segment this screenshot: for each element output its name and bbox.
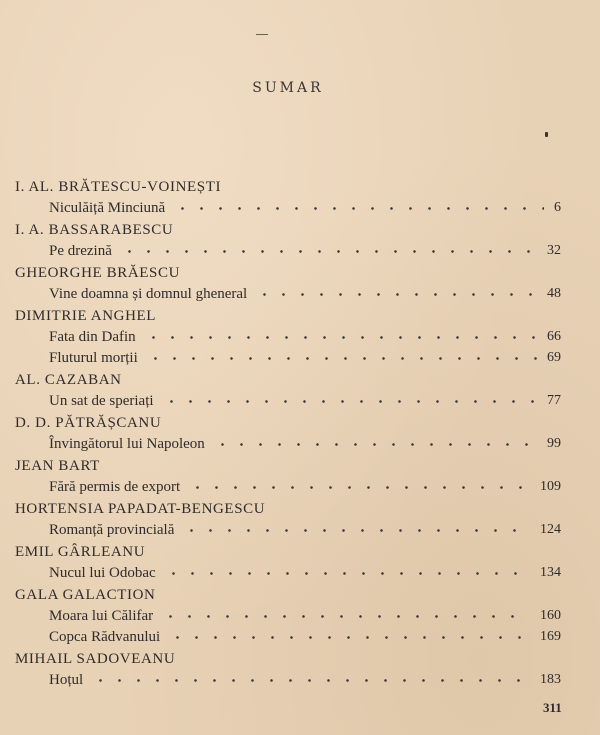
toc-entry-title: Fluturul morții xyxy=(49,350,138,366)
toc-entry xyxy=(15,434,575,454)
toc-entry-page: 48 xyxy=(547,286,561,301)
dot-leader xyxy=(120,250,537,253)
toc-entry xyxy=(15,348,575,368)
toc-entry xyxy=(15,198,575,218)
toc-entry-title: Un sat de speriați xyxy=(49,393,154,409)
toc-author: MIHAIL SADOVEANU xyxy=(15,651,176,667)
toc-entry-title: Învingătorul lui Napoleon xyxy=(49,436,205,452)
toc-author: D. D. PĂTRĂȘCANU xyxy=(15,415,162,431)
toc-entry-page: 99 xyxy=(547,436,561,451)
page-number: 311 xyxy=(543,700,562,715)
dot-leader xyxy=(182,529,530,532)
toc-entry-page: 183 xyxy=(540,672,561,687)
toc-entry-page: 160 xyxy=(540,608,561,623)
toc-entry-page: 77 xyxy=(547,393,561,408)
dot-leader xyxy=(173,207,544,210)
toc-entry-title: Niculăiță Minciună xyxy=(49,200,166,216)
toc-entry xyxy=(15,627,575,647)
toc-author: DIMITRIE ANGHEL xyxy=(15,308,157,324)
toc-entry xyxy=(15,670,575,690)
toc-author: HORTENSIA PAPADAT-BENGESCU xyxy=(15,501,266,517)
toc-author: GALA GALACTION xyxy=(15,587,156,603)
table-of-contents xyxy=(15,176,575,691)
toc-author: EMIL GÂRLEANU xyxy=(15,544,146,560)
toc-entry xyxy=(15,284,575,304)
toc-entry xyxy=(15,327,575,347)
toc-entry xyxy=(15,477,575,497)
toc-entry-page: 169 xyxy=(540,629,561,644)
toc-entry xyxy=(15,563,575,583)
toc-entry-title: Pe drezină xyxy=(49,243,112,259)
toc-author: JEAN BART xyxy=(15,458,100,474)
toc-entry-title: Fără permis de export xyxy=(49,479,181,495)
toc-entry-title: Romanță provincială xyxy=(49,522,175,538)
top-dash xyxy=(256,34,268,35)
toc-entry-page: 124 xyxy=(540,522,561,537)
toc-entry-page: 32 xyxy=(547,243,561,258)
toc-entry xyxy=(15,606,575,626)
dot-leader xyxy=(91,679,530,682)
dot-leader xyxy=(188,486,530,489)
toc-entry xyxy=(15,391,575,411)
dot-leader xyxy=(213,443,537,446)
toc-entry-page: 134 xyxy=(540,565,561,580)
toc-entry-page: 6 xyxy=(554,200,561,215)
dot-leader xyxy=(255,293,537,296)
dot-leader xyxy=(168,636,530,639)
toc-author: I. A. BASSARABESCU xyxy=(15,222,174,238)
toc-author: I. AL. BRĂTESCU-VOINEȘTI xyxy=(15,179,222,195)
toc-entry xyxy=(15,520,575,540)
dot-leader xyxy=(161,615,530,618)
toc-entry-title: Hoțul xyxy=(49,672,84,688)
toc-entry-page: 109 xyxy=(540,479,561,494)
toc-entry-title: Moara lui Călifar xyxy=(49,608,154,624)
page-title: SUMAR xyxy=(252,80,324,96)
dot-leader xyxy=(144,336,537,339)
toc-entry-title: Nucul lui Odobac xyxy=(49,565,156,581)
toc-entry-page: 66 xyxy=(547,329,561,344)
dot-leader xyxy=(162,400,537,403)
toc-author: GHEORGHE BRĂESCU xyxy=(15,265,181,281)
toc-entry-page: 69 xyxy=(547,350,561,365)
toc-entry-title: Fata din Dafin xyxy=(49,329,136,345)
toc-entry xyxy=(15,241,575,261)
ink-speck xyxy=(545,132,548,137)
dot-leader xyxy=(146,357,537,360)
dot-leader xyxy=(164,572,530,575)
toc-author: AL. CAZABAN xyxy=(15,372,122,388)
toc-entry-title: Copca Rădvanului xyxy=(49,629,161,645)
toc-entry-title: Vine doamna și domnul gheneral xyxy=(49,286,248,302)
